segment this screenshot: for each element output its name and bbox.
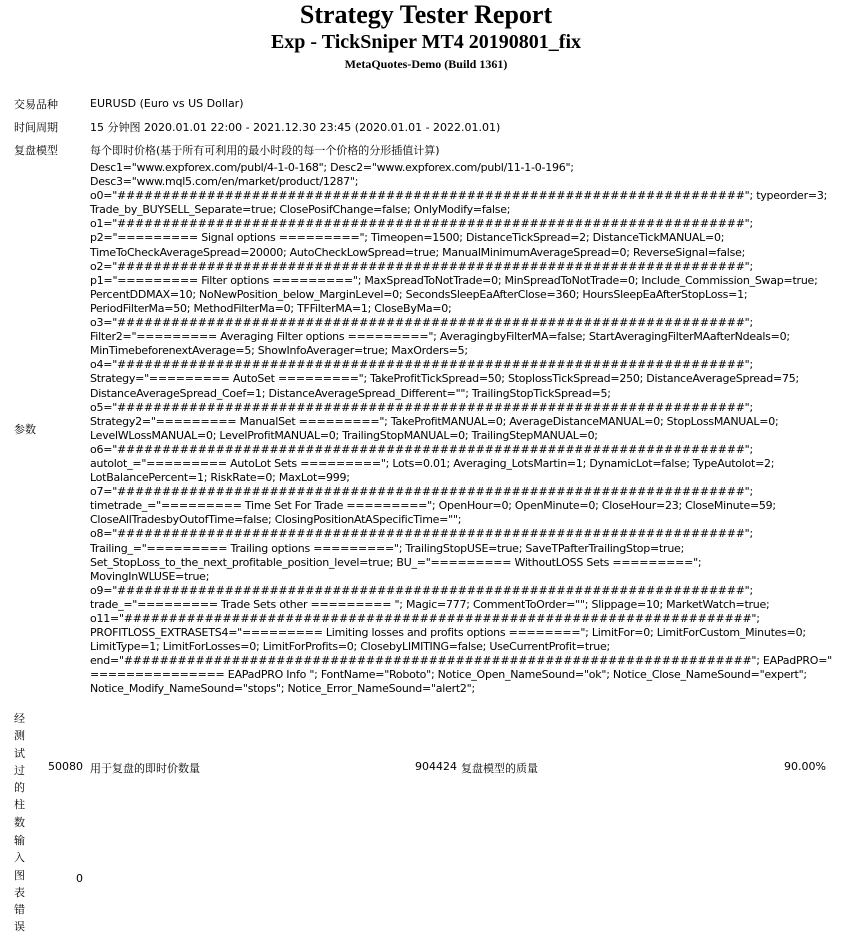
parameter-line: o2="######################################################################"; — [90, 259, 753, 273]
ticks-modelled-value: 904424 — [415, 760, 457, 773]
parameter-line: trade_="========= Trade Sets other ========= "; Magic=777; CommentToOrder=""; Slippage=10; MarketWatch=true; — [90, 597, 770, 611]
parameter-line: =============== EAPadPRO Info "; FontName="Roboto"; Notice_Open_NameSound="ok"; Notice_Close_NameSound="expert"; — [90, 668, 807, 682]
parameter-line: timetrade_="========= Time Set For Trade ========="; OpenHour=0; OpenMinute=0; CloseHour=23; CloseMinute=59; — [90, 499, 776, 513]
label-char: 过 — [14, 763, 25, 777]
report-info-table — [14, 92, 844, 697]
label-char: 试 — [14, 746, 25, 760]
period-label: 时间周期 — [14, 120, 58, 134]
parameter-line: Set_StopLoss_to_the_next_profitable_position_level=true; BU_="========= WithoutLOSS Sets ========="; — [90, 555, 702, 569]
parameters-label: 参数 — [14, 422, 36, 436]
label-char: 表 — [14, 885, 25, 899]
errors-row — [14, 832, 844, 934]
parameter-line: o4="######################################################################"; — [90, 358, 753, 372]
parameter-line: o11="######################################################################"; — [90, 612, 760, 625]
parameter-line: o0="######################################################################"; typeorder=3; — [90, 189, 828, 203]
parameter-line: p1="========= Filter options ========="; MaxSpreadToNotTrade=0; MinSpreadToNotTrade=0; Include_Commission_Swap=true; — [90, 273, 818, 287]
parameter-line: MovingInWLUSE=true; — [90, 569, 210, 583]
parameter-line: LevelWLossMANUAL=0; LevelProfitMANUAL=0; TrailingStopMANUAL=0; TrailingStepMANUAL=0; — [90, 428, 598, 442]
parameter-line: Strategy2="========= ManualSet ========="; TakeProfitMANUAL=0; AverageDistanceMANUAL=0; StopLossMANUAL=0; — [90, 414, 779, 428]
symbol-label: 交易品种 — [14, 97, 58, 111]
parameters-row — [14, 161, 844, 697]
report-header — [0, 0, 852, 73]
label-char: 测 — [14, 729, 25, 743]
label-char: 数 — [14, 815, 25, 829]
ticks-modelled-label: 用于复盘的即时价数量 — [90, 762, 200, 775]
parameter-line: Strategy="========= AutoSet ========="; TakeProfitTickSpread=50; StoplossTickSpread=250; DistanceAverageSpread=75; — [90, 372, 799, 386]
label-char: 误 — [14, 920, 25, 934]
model-label: 复盘模型 — [14, 143, 58, 157]
parameter-line: MinTimebeforenextAverage=5; ShowInfoAverager=true; MaxOrders=5; — [90, 344, 468, 358]
parameter-line: o1="######################################################################"; — [90, 217, 753, 231]
parameter-line: Desc3="www.mql5.com/en/market/product/1287"; — [90, 175, 359, 189]
report-title: Strategy Tester Report — [299, 0, 553, 29]
parameter-line: DistanceAverageSpread_Coef=1; DistanceAverageSpread_Different=""; TrailingStopTickSpread=5; — [90, 386, 611, 400]
expert-name: Exp - TickSniper MT4 20190801_fix — [270, 31, 582, 53]
label-char: 柱 — [14, 798, 25, 812]
server-build: MetaQuotes-Demo (Build 1361) — [344, 57, 508, 71]
model-row — [14, 138, 844, 161]
parameter-line: Trade_by_BUYSELL_Separate=true; ClosePosifChange=false; OnlyModify=false; — [90, 203, 511, 217]
parameter-line: end="######################################################################"; EAPadPRO=" — [90, 654, 832, 668]
parameter-line: LimitType=1; LimitForLosses=0; LimitForProfits=0; ClosebyLIMITING=false; UseCurrentProfit=true; — [90, 640, 610, 654]
period-value: 15 分钟图 2020.01.01 22:00 - 2021.12.30 23:45 (2020.01.01 - 2022.01.01) — [90, 120, 501, 134]
parameter-line: p2="========= Signal options ========="; Timeopen=1500; DistanceTickSpread=2; DistanceTickMANUAL=0; — [90, 231, 725, 245]
bars-tested-label — [14, 710, 28, 831]
parameter-line: LotBalancePercent=1; RiskRate=0; MaxLot=999; — [90, 471, 350, 485]
parameter-line: o3="######################################################################"; — [90, 316, 753, 330]
parameter-line: o6="######################################################################"; — [90, 442, 753, 456]
chart-errors-value: 0 — [76, 872, 83, 885]
period-row — [14, 115, 844, 138]
bars-row — [14, 710, 844, 832]
chart-errors-label — [14, 832, 28, 936]
parameter-line: PercentDDMAX=10; NoNewPosition_below_MarginLevel=0; SecondsSleepEaAfterClose=360; HoursSleepEaAfterStopLoss=1; — [90, 287, 748, 301]
parameter-line: TimeToCheckAverageSpread=20000; AutoCheckLowSpread=true; ManualMinimumAverageSpread=0; ReverseSignal=false; — [90, 245, 746, 259]
label-char: 入 — [14, 851, 25, 865]
label-char: 经 — [14, 712, 25, 725]
parameter-line: o7="######################################################################"; — [90, 485, 753, 499]
symbol-row — [14, 92, 844, 115]
parameter-line: Desc1="www.expforex.com/publ/4-1-0-168"; Desc2="www.expforex.com/publ/11-1-0-196"; — [90, 161, 574, 174]
parameter-line: PROFITLOSS_EXTRASETS4="========= Limiting losses and profits options ========"; LimitFor=0; LimitForCustom_Minutes=0; — [90, 626, 806, 640]
parameter-line: CloseAllTradesbyOutofTime=false; ClosingPositionAtASpecificTime=""; — [90, 513, 462, 527]
parameter-line: o9="######################################################################"; — [90, 583, 753, 597]
label-char: 图 — [14, 868, 25, 882]
parameter-line: Notice_Modify_NameSound="stops"; Notice_Error_NameSound="alert2"; — [90, 682, 475, 696]
test-statistics — [14, 710, 844, 934]
label-char: 的 — [14, 781, 25, 795]
parameter-line: Filter2="========= Averaging Filter options ========="; AveragingbyFilterMA=false; StartAveragingFilterMAafterNdeals=0; — [90, 330, 790, 344]
symbol-value: EURUSD (Euro vs US Dollar) — [90, 97, 244, 110]
bars-tested-value: 50080 — [48, 760, 83, 773]
modelling-quality-value: 90.00% — [784, 760, 826, 773]
label-char: 输 — [14, 834, 25, 847]
model-value: 每个即时价格(基于所有可利用的最小时段的每一个价格的分形插值计算) — [90, 143, 440, 157]
parameter-line: o8="######################################################################"; — [90, 527, 753, 541]
label-char: 错 — [14, 903, 25, 917]
parameter-line: PeriodFilterMa=50; MethodFilterMa=0; TFFilterMA=1; CloseByMa=0; — [90, 301, 452, 315]
modelling-quality-label: 复盘模型的质量 — [461, 762, 538, 775]
parameter-line: Trailing_="========= Trailing options ========="; TrailingStopUSE=true; SaveTPafterTrailingStop=true; — [90, 541, 685, 555]
parameter-line: autolot_="========= AutoLot Sets ========="; Lots=0.01; Averaging_LotsMartin=1; DynamicLot=false; TypeAutolot=2; — [90, 456, 775, 470]
parameters-value — [90, 161, 844, 697]
parameter-line: o5="######################################################################"; — [90, 400, 753, 414]
